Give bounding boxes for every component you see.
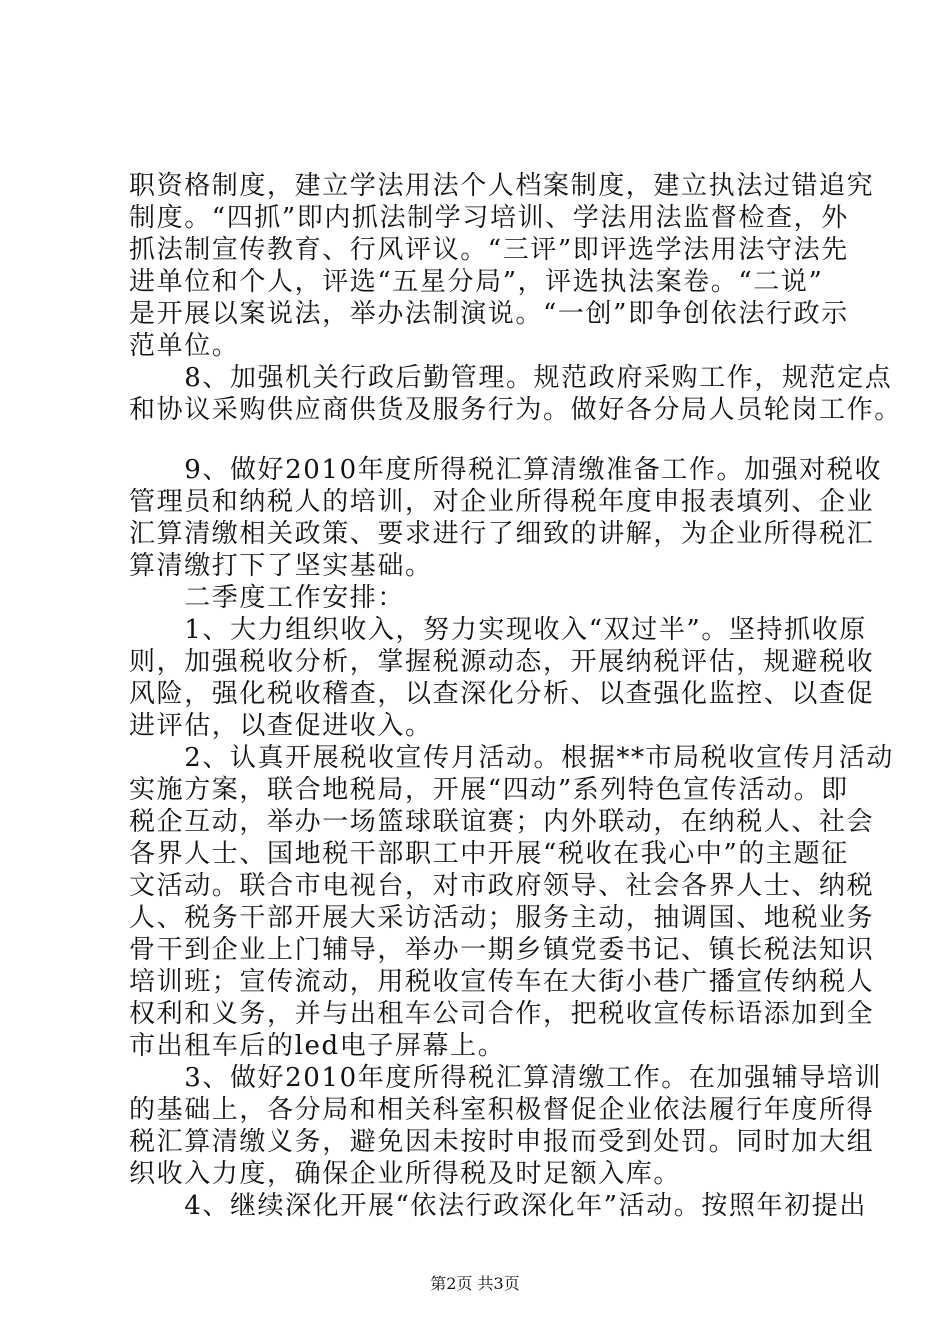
text-line: 8、加强机关行政后勤管理。规范政府采购工作，规范定点: [129, 363, 893, 393]
text-line: 进评估，以查促进收入。: [129, 711, 433, 741]
text-line: 汇算清缴相关政策、要求进行了细致的讲解，为企业所得税汇: [129, 519, 875, 549]
text-line: 市出租车后的led电子屏幕上。: [129, 1031, 506, 1061]
text-line: 4、继续深化开展“依法行政深化年”活动。按照年初提出: [129, 1191, 867, 1221]
text-line: 2、认真开展税收宣传月活动。根据**市局税收宣传月活动: [129, 743, 894, 773]
text-line: 管理员和纳税人的培训，对企业所得税年度申报表填列、企业: [129, 487, 875, 517]
text-line: 抓法制宣传教育、行风评议。“三评”即评选学法用法守法先: [129, 235, 849, 265]
text-line: 算清缴打下了坚实基础。: [129, 551, 433, 581]
text-line: 1、大力组织收入，努力实现收入“双过半”。坚持抓收原: [129, 615, 867, 645]
text-line: 风险，强化税收稽查，以查深化分析、以查强化监控、以查促: [129, 679, 875, 709]
text-line: 范单位。: [129, 331, 240, 361]
text-line: 培训班；宣传流动，用税收宣传车在大街小巷广播宣传纳税人: [129, 967, 875, 997]
text-line: 9、做好2010年度所得税汇算清缴准备工作。加强对税收: [129, 455, 883, 485]
text-line: 进单位和个人，评选“五星分局”，评选执法案卷。“二说”: [129, 267, 824, 297]
text-line: 制度。“四抓”即内抓法制学习培训、学法用法监督检查，外: [129, 203, 849, 233]
text-line: 权利和义务，并与出租车公司合作，把税收宣传标语添加到全: [129, 999, 875, 1029]
text-line: 是开展以案说法，举办法制演说。“一创”即争创依法行政示: [129, 299, 849, 329]
text-line: 文活动。联合市电视台，对市政府领导、社会各界人士、纳税: [129, 871, 875, 901]
text-line: 则，加强税收分析，掌握税源动态，开展纳税评估，规避税收: [129, 647, 875, 677]
text-line: 职资格制度，建立学法用法个人档案制度，建立执法过错追究: [129, 171, 875, 201]
text-line: 税企互动，举办一场篮球联谊赛；内外联动，在纳税人、社会: [129, 807, 875, 837]
page-number-footer: 第2页 共3页: [430, 1274, 520, 1293]
text-line: 骨干到企业上门辅导，举办一期乡镇党委书记、镇长税法知识: [129, 935, 875, 965]
section-heading: 二季度工作安排：: [129, 583, 406, 613]
text-line: 税汇算清缴义务，避免因未按时申报而受到处罚。同时加大组: [129, 1127, 875, 1157]
text-line: 人、税务干部开展大采访活动；服务主动，抽调国、地税业务: [129, 903, 875, 933]
document-body: [129, 170, 902, 1222]
text-line: 3、做好2010年度所得税汇算清缴工作。在加强辅导培训: [129, 1063, 883, 1093]
text-line: 实施方案，联合地税局，开展“四动”系列特色宣传活动。即: [129, 775, 849, 805]
text-line: 和协议采购供应商供货及服务行为。做好各分局人员轮岗工作。: [129, 395, 902, 425]
text-line: 各界人士、国地税干部职工中开展“税收在我心中”的主题征: [129, 839, 849, 869]
text-line: 的基础上，各分局和相关科室积极督促企业依法履行年度所得: [129, 1095, 875, 1125]
paragraph-gap: [129, 426, 839, 454]
text-line: 织收入力度，确保企业所得税及时足额入库。: [129, 1159, 682, 1189]
